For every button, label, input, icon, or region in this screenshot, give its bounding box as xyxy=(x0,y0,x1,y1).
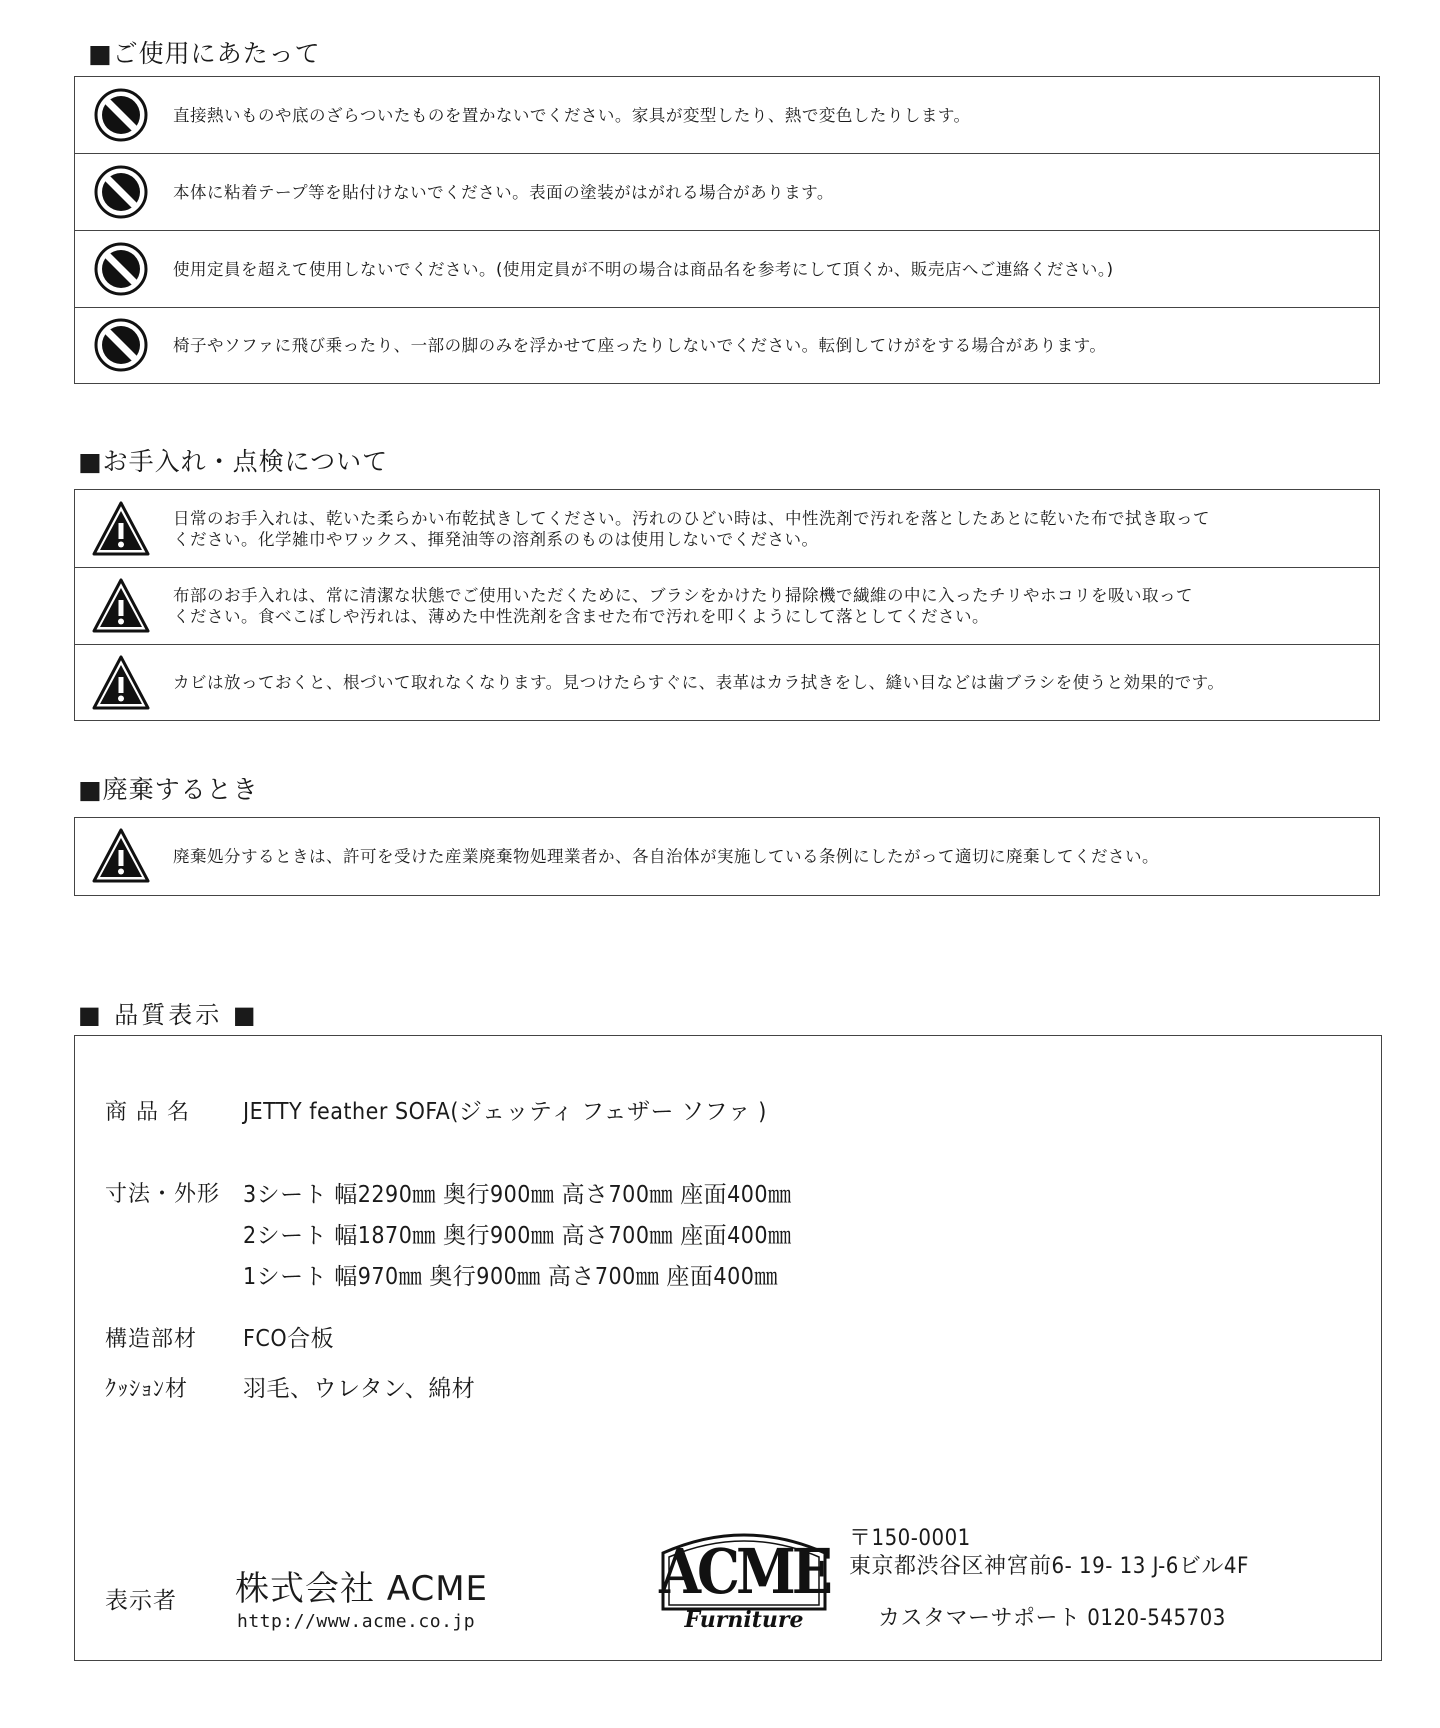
prohibition-icon xyxy=(91,239,151,299)
disposal-section-title: ■廃棄するとき xyxy=(78,775,259,804)
usage-item xyxy=(75,77,1379,153)
prohibition-icon xyxy=(91,315,151,375)
structure-label: 構造部材 xyxy=(105,1327,198,1352)
care-item-line: 布部のお手入れは、常に清潔な状態でご使用いただくために、ブラシをかけたり掃除機で繊維の中に入ったチリやホコリを吸い取って xyxy=(173,586,1193,605)
cushion-value: 羽毛、ウレタン、綿材 xyxy=(243,1376,476,1402)
care-item-line: ください。食べこぼしや汚れは、薄めた中性洗剤を含ませた布で汚れを叩くようにして落としてください。 xyxy=(173,607,989,626)
care-item-text xyxy=(173,508,1210,550)
acme-logo xyxy=(655,1523,833,1639)
care-item xyxy=(75,490,1379,567)
care-item-text xyxy=(173,585,1193,627)
usage-section-title: ■ご使用にあたって xyxy=(88,39,321,68)
disposal-box xyxy=(74,817,1380,896)
company-name: 株式会社 ACME xyxy=(235,1569,489,1609)
prohibition-icon xyxy=(91,85,151,145)
postal-code: 〒150-0001 xyxy=(849,1526,971,1551)
care-item-line: 日常のお手入れは、乾いた柔らかい布乾拭きしてください。汚れのひどい時は、中性洗剤で汚れを落としたあとに乾いた布で拭き取って xyxy=(173,508,1210,528)
care-item-text: カビは放っておくと、根づいて取れなくなります。見つけたらすぐに、表革はカラ拭きをし、縫い目などは歯ブラシを使うと効果的です。 xyxy=(173,673,1225,692)
company-address: 東京都渋谷区神宮前6- 19- 13 J-6ビル4F xyxy=(849,1554,1249,1579)
display-label: 表示者 xyxy=(105,1588,177,1614)
disposal-item xyxy=(75,818,1379,894)
product-name-label: 商 品 名 xyxy=(105,1100,190,1125)
dimensions-line: 2シート 幅1870㎜ 奥行900㎜ 高さ700㎜ 座面400㎜ xyxy=(243,1223,792,1249)
care-box xyxy=(74,489,1380,721)
usage-item xyxy=(75,307,1379,382)
usage-item xyxy=(75,230,1379,307)
warning-icon xyxy=(91,576,151,636)
warning-icon xyxy=(91,499,151,559)
structure-value: FCO合板 xyxy=(243,1326,335,1352)
warning-icon xyxy=(91,653,151,713)
company-url: http://www.acme.co.jp xyxy=(237,1611,476,1632)
dimensions-label: 寸法・外形 xyxy=(105,1182,221,1207)
dimensions-line: 1シート 幅970㎜ 奥行900㎜ 高さ700㎜ 座面400㎜ xyxy=(243,1264,778,1290)
usage-item-text: 本体に粘着テープ等を貼付けないでください。表面の塗装がはがれる場合があります。 xyxy=(173,182,834,202)
acme-logo-text: ACME xyxy=(659,1534,829,1608)
care-item xyxy=(75,644,1379,720)
quality-box xyxy=(74,1035,1382,1661)
acme-logo-subtext: Furniture xyxy=(684,1607,804,1633)
usage-item-text: 椅子やソファに飛び乗ったり、一部の脚のみを浮かせて座ったりしないでください。転倒してけがをする場合があります。 xyxy=(173,335,1107,355)
product-name-value: JETTY feather SOFA(ジェッティ フェザー ソファ ) xyxy=(243,1099,767,1125)
usage-item-text: 直接熱いものや底のざらついたものを置かないでください。家具が変型したり、熱で変色したりします。 xyxy=(173,105,971,125)
care-section-title: ■お手入れ・点検について xyxy=(78,447,389,476)
customer-support: カスタマーサポート 0120-545703 xyxy=(878,1606,1226,1631)
usage-box xyxy=(74,76,1380,384)
usage-item xyxy=(75,153,1379,230)
quality-section-title: ■ 品質表示 ■ xyxy=(78,1001,259,1029)
usage-item-text: 使用定員を超えて使用しないでください。(使用定員が不明の場合は商品名を参考にして頂くか、販売店へご連絡ください。) xyxy=(173,259,1114,279)
prohibition-icon xyxy=(91,162,151,222)
warning-icon xyxy=(91,826,151,886)
disposal-item-text: 廃棄処分するときは、許可を受けた産業廃棄物処理業者か、各自治体が実施している条例にしたがって適切に廃棄してください。 xyxy=(173,846,1159,866)
dimensions-line: 3シート 幅2290㎜ 奥行900㎜ 高さ700㎜ 座面400㎜ xyxy=(243,1182,792,1208)
care-item-line: ください。化学雑巾やワックス、揮発油等の溶剤系のものは使用しないでください。 xyxy=(173,529,819,549)
care-item xyxy=(75,567,1379,644)
cushion-label: ｸｯｼｮﾝ材 xyxy=(105,1377,189,1402)
